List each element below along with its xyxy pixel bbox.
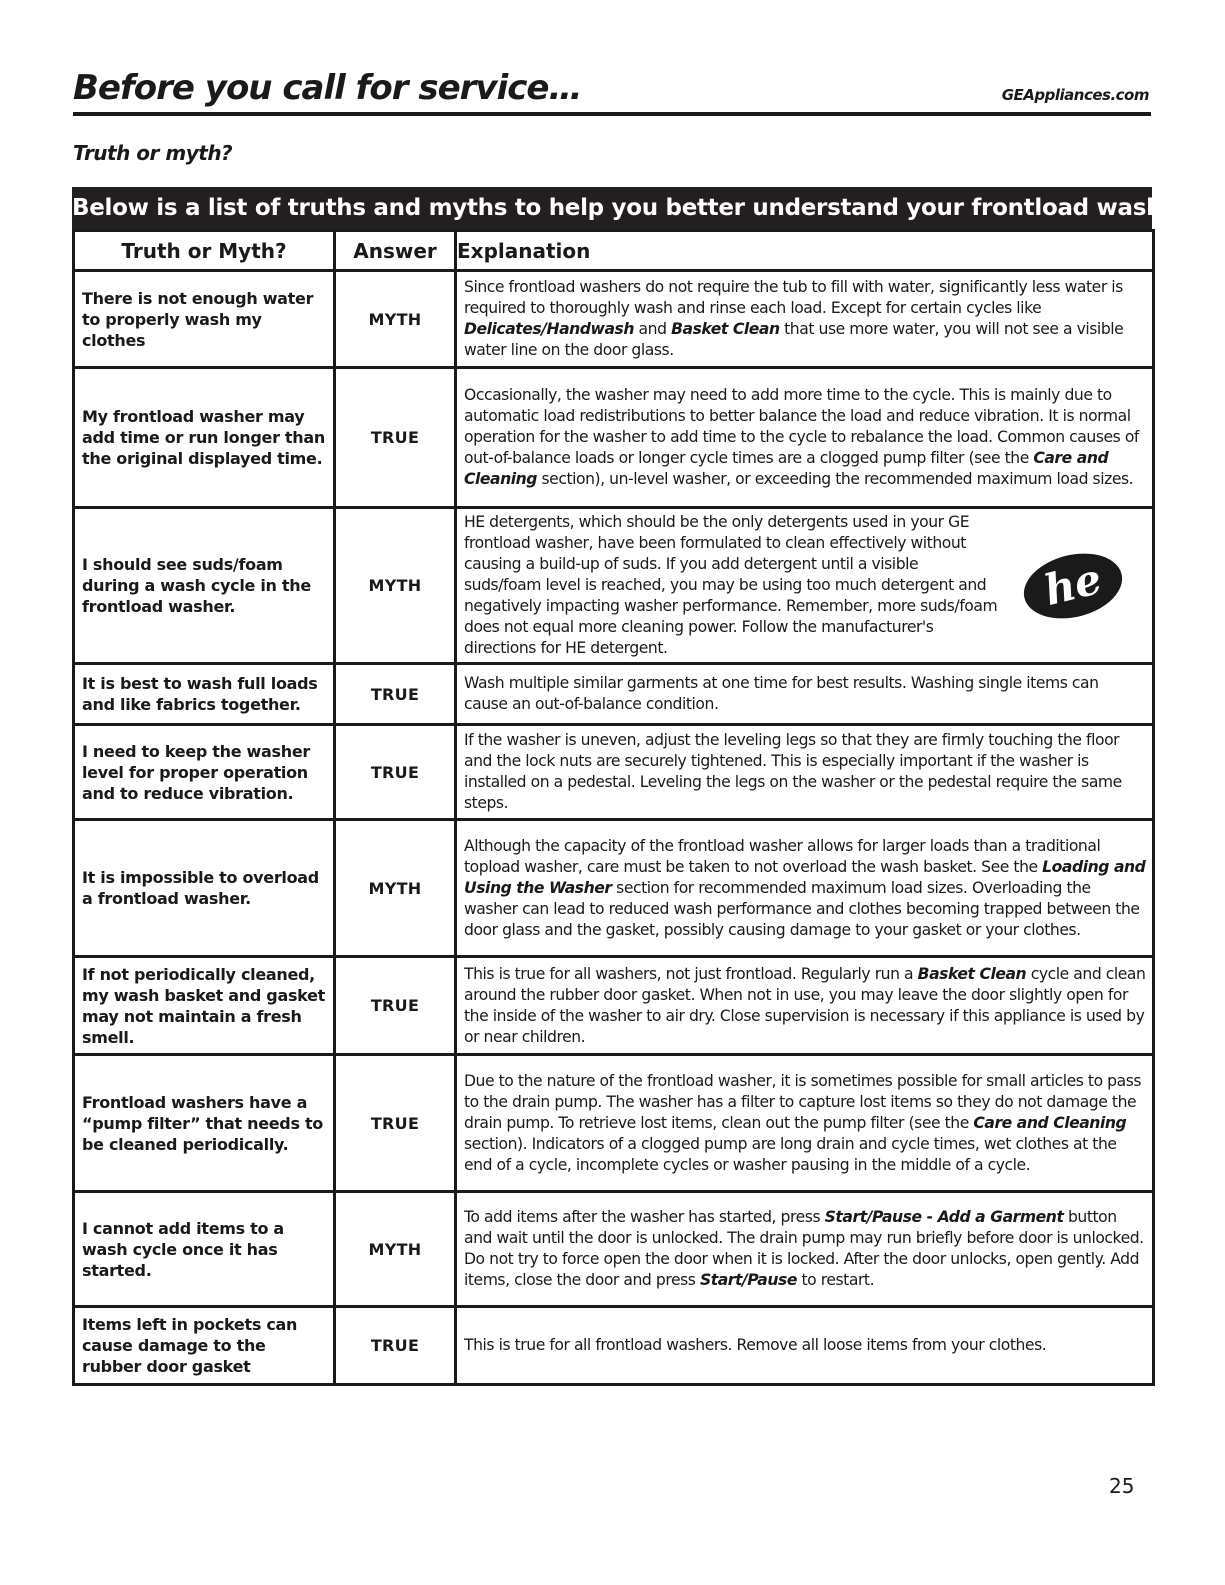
website-label: GEAppliances.com	[1001, 86, 1149, 104]
statement-cell: If not periodically cleaned, my wash basket and gasket may not maintain a fresh smell.	[74, 957, 335, 1055]
explanation-cell: Due to the nature of the frontload washer, it is sometimes possible for small articles to pass to the drain pump. The washer has a filter to capture lost items so they do not damage the drain pump. To retrieve lost items, clean out the pump filter (see the Care and Cleaning section). Indicators of a clogged pump are long drain and cycle times, wet clothes at the end of a cycle, incomplete cycles or washer pausing in the middle of a cycle.	[456, 1055, 1154, 1192]
table-row	[74, 820, 1154, 957]
page-number: 25	[1109, 1474, 1135, 1498]
answer-cell: MYTH	[335, 1192, 456, 1307]
table-row	[74, 271, 1154, 368]
explanation-cell: To add items after the washer has started, press Start/Pause - Add a Garment button and wait until the door is unlocked. The drain pump may run briefly before door is unlocked. Do not try to force open the door when it is locked. After the door unlocks, open gently. Add items, close the door and press Start/Pause to restart.	[456, 1192, 1154, 1307]
statement-cell: My frontload washer may add time or run longer than the original displayed time.	[74, 368, 335, 508]
column-header-explanation: Explanation	[456, 231, 1154, 271]
table-row	[74, 1055, 1154, 1192]
table-row	[74, 508, 1154, 664]
he-logo-icon	[999, 549, 1146, 623]
statement-cell: I cannot add items to a wash cycle once it has started.	[74, 1192, 335, 1307]
answer-cell: TRUE	[335, 368, 456, 508]
statement-cell: Items left in pockets can cause damage to the rubber door gasket	[74, 1307, 335, 1385]
table-row	[74, 1307, 1154, 1385]
explanation-cell: Occasionally, the washer may need to add more time to the cycle. This is mainly due to automatic load redistributions to better balance the load and reduce vibration. It is normal operation for the washer to add time to the cycle to rebalance the load. Common causes of out-of-balance loads or longer cycle times are a clogged pump filter (see the Care and Cleaning section), un-level washer, or exceeding the recommended maximum load sizes.	[456, 368, 1154, 508]
statement-cell: I should see suds/foam during a wash cycle in the frontload washer.	[74, 508, 335, 664]
statement-cell: It is best to wash full loads and like fabrics together.	[74, 664, 335, 725]
column-header-truth-or-myth: Truth or Myth?	[74, 231, 335, 271]
table-banner: Below is a list of truths and myths to help you better understand your frontload washer	[72, 187, 1152, 229]
answer-cell: TRUE	[335, 664, 456, 725]
answer-cell: TRUE	[335, 725, 456, 820]
answer-cell: MYTH	[335, 508, 456, 664]
page-title: Before you call for service…	[73, 68, 582, 108]
explanation-cell: HE detergents, which should be the only detergents used in your GE frontload washer, have been formulated to clean effectively without causing a build-up of suds. If you add detergent until a visible suds/foam level is reached, you may be using too much detergent and negatively impacting washer performance. Remember, more suds/foam does not equal more cleaning power. Follow the manufacturer's directions for HE detergent. he	[456, 508, 1154, 664]
statement-cell: It is impossible to overload a frontload washer.	[74, 820, 335, 957]
answer-cell: TRUE	[335, 1055, 456, 1192]
he-logo-text: he	[1038, 553, 1106, 615]
answer-cell: TRUE	[335, 957, 456, 1055]
explanation-cell: Wash multiple similar garments at one time for best results. Washing single items can cause an out-of-balance condition.	[456, 664, 1154, 725]
answer-cell: MYTH	[335, 271, 456, 368]
page-header	[73, 62, 1151, 116]
table-row	[74, 368, 1154, 508]
answer-cell: TRUE	[335, 1307, 456, 1385]
explanation-cell: This is true for all frontload washers. Remove all loose items from your clothes.	[456, 1307, 1154, 1385]
truth-myth-table	[72, 229, 1155, 1386]
answer-cell: MYTH	[335, 820, 456, 957]
statement-cell: Frontload washers have a “pump filter” that needs to be cleaned periodically.	[74, 1055, 335, 1192]
table-row	[74, 725, 1154, 820]
table-row	[74, 664, 1154, 725]
statement-cell: I need to keep the washer level for proper operation and to reduce vibration.	[74, 725, 335, 820]
table-row	[74, 957, 1154, 1055]
table-row	[74, 1192, 1154, 1307]
explanation-cell: Since frontload washers do not require the tub to fill with water, significantly less water is required to thoroughly wash and rinse each load. Except for certain cycles like Delicates/Handwash and Basket Clean that use more water, you will not see a visible water line on the door glass.	[456, 271, 1154, 368]
explanation-cell: Although the capacity of the frontload washer allows for larger loads than a traditional topload washer, care must be taken to not overload the wash basket. See the Loading and Using the Washer section for recommended maximum load sizes. Overloading the washer can lead to reduced wash performance and clothes becoming trapped between the door glass and the gasket, possibly causing damage to your gasket or your clothes.	[456, 820, 1154, 957]
table-header-row	[74, 231, 1154, 271]
column-header-answer: Answer	[335, 231, 456, 271]
section-subtitle: Truth or myth?	[73, 141, 233, 165]
statement-cell: There is not enough water to properly wash my clothes	[74, 271, 335, 368]
explanation-cell: This is true for all washers, not just frontload. Regularly run a Basket Clean cycle and clean around the rubber door gasket. When not in use, you may leave the door slightly open for the inside of the washer to air dry. Close supervision is necessary if this appliance is used by or near children.	[456, 957, 1154, 1055]
explanation-cell: If the washer is uneven, adjust the leveling legs so that they are firmly touching the floor and the lock nuts are securely tightened. This is especially important if the washer is installed on a pedestal. Leveling the legs on the washer or the pedestal require the same steps.	[456, 725, 1154, 820]
